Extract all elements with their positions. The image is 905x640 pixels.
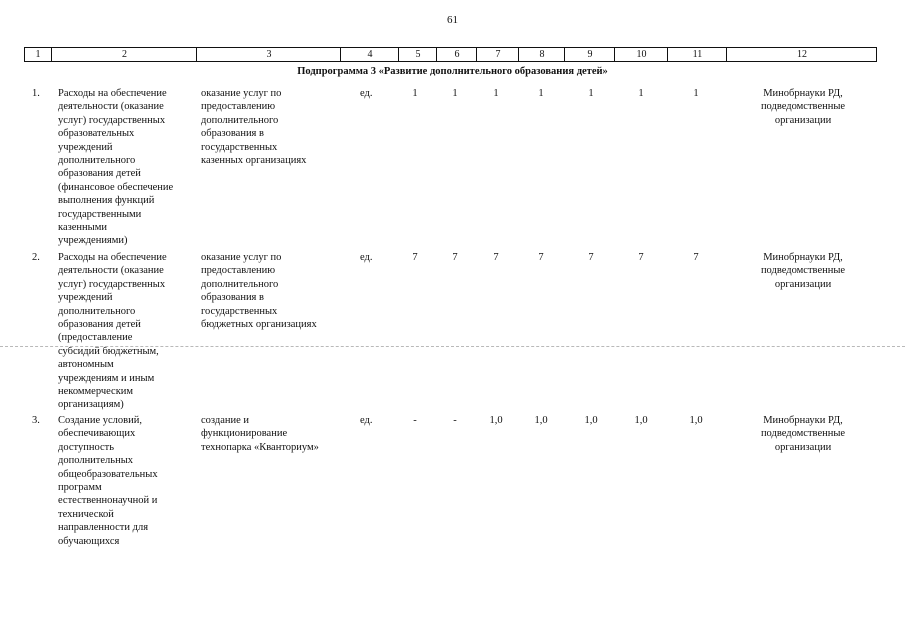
header-col-5: 5 bbox=[398, 48, 437, 61]
row-1-measure-line: учреждениями) bbox=[58, 235, 128, 247]
header-col-7: 7 bbox=[476, 48, 519, 61]
row-2-measure bbox=[58, 251, 167, 412]
row-2-value: 7 bbox=[638, 252, 644, 263]
row-3-unit: ед. bbox=[360, 415, 373, 426]
header-col-6: 6 bbox=[436, 48, 477, 61]
row-1-executor-line: организации bbox=[774, 114, 832, 126]
row-3-executor-line: Минобрнауки РД, bbox=[763, 415, 843, 426]
row-3-measure-line: естественнонаучной и bbox=[58, 495, 158, 507]
row-2-measure-line: учреждениям и иным bbox=[58, 372, 155, 384]
row-3-value: 1,0 bbox=[534, 415, 548, 426]
row-1-executor bbox=[728, 87, 878, 127]
row-1-indicator-line: казенных организациях bbox=[201, 155, 307, 167]
row-3-number: 3. bbox=[32, 415, 40, 426]
row-2-measure-line: Расходы на обеспечение bbox=[58, 252, 167, 263]
header-col-10: 10 bbox=[614, 48, 668, 61]
header-col-3: 3 bbox=[196, 48, 341, 61]
row-2-number: 2. bbox=[32, 252, 40, 263]
row-3-value: 1,0 bbox=[634, 415, 648, 426]
row-2-measure-line: деятельности (оказание bbox=[58, 265, 164, 277]
row-2-indicator-line: оказание услуг по bbox=[201, 252, 282, 263]
row-1-measure-line: деятельности (оказание bbox=[58, 101, 164, 113]
row-1-value: 1 bbox=[538, 88, 544, 99]
row-2-indicator-line: образования в bbox=[201, 292, 264, 304]
row-3-indicator-line: создание и bbox=[201, 415, 250, 426]
row-3-value: 1,0 bbox=[489, 415, 503, 426]
row-2-indicator-line: государственных bbox=[201, 305, 278, 317]
page-number: 61 bbox=[447, 14, 458, 26]
row-2-value: 7 bbox=[538, 252, 544, 263]
row-1-value: 1 bbox=[452, 88, 458, 99]
row-3-indicator bbox=[201, 414, 319, 454]
row-1-value: 1 bbox=[588, 88, 594, 99]
row-3-indicator-line: технопарка «Кванториум» bbox=[201, 441, 319, 453]
row-1-indicator-line: оказание услуг по bbox=[201, 88, 282, 99]
row-3-value: - bbox=[413, 415, 417, 426]
header-col-4: 4 bbox=[340, 48, 399, 61]
row-3-indicator-line: функционирование bbox=[201, 428, 288, 440]
header-col-1: 1 bbox=[35, 49, 41, 60]
row-2-measure-line: субсидий бюджетным, bbox=[58, 345, 159, 357]
row-2-executor-line: подведомственные bbox=[760, 265, 846, 277]
row-3-measure-line: Создание условий, bbox=[58, 415, 142, 426]
row-3-measure-line: доступность bbox=[58, 441, 115, 453]
row-3-executor-line: организации bbox=[774, 441, 832, 453]
row-1-measure-line: казенными bbox=[58, 222, 107, 234]
row-1-measure-line: (финансовое обеспечение bbox=[58, 181, 174, 193]
row-2-unit: ед. bbox=[360, 252, 373, 263]
row-1-value: 1 bbox=[693, 88, 699, 99]
row-1-value: 1 bbox=[493, 88, 499, 99]
row-1-indicator-line: образования в bbox=[201, 128, 264, 140]
row-2-measure-line: (предоставление bbox=[58, 332, 133, 344]
row-1-unit: ед. bbox=[360, 88, 373, 99]
row-3-executor bbox=[728, 414, 878, 454]
header-col-2: 2 bbox=[51, 48, 197, 61]
table-header bbox=[24, 47, 877, 62]
row-1-value: 1 bbox=[412, 88, 418, 99]
row-3-measure bbox=[58, 414, 158, 548]
row-3-measure-line: общеобразовательных bbox=[58, 468, 158, 480]
row-2-measure-line: организациям) bbox=[58, 399, 124, 411]
row-1-measure-line: услуг) государственных bbox=[58, 114, 166, 126]
row-2-executor bbox=[728, 251, 878, 291]
row-3-measure-line: технической bbox=[58, 508, 114, 520]
row-2-indicator bbox=[201, 251, 317, 331]
row-2-executor-line: Минобрнауки РД, bbox=[763, 252, 843, 263]
row-1-measure-line: выполнения функций bbox=[58, 195, 155, 207]
row-2-measure-line: образования детей bbox=[58, 319, 141, 331]
row-3-measure-line: дополнительных bbox=[58, 455, 134, 467]
scan-artifact-line bbox=[0, 346, 905, 347]
header-col-9: 9 bbox=[564, 48, 615, 61]
header-col-8: 8 bbox=[518, 48, 565, 61]
row-3-value: 1,0 bbox=[584, 415, 598, 426]
row-1-number: 1. bbox=[32, 88, 40, 99]
row-2-executor-line: организации bbox=[774, 278, 832, 290]
row-1-measure bbox=[58, 87, 173, 248]
row-1-value: 1 bbox=[638, 88, 644, 99]
row-3-value: 1,0 bbox=[689, 415, 703, 426]
header-col-11: 11 bbox=[667, 48, 727, 61]
row-2-value: 7 bbox=[693, 252, 699, 263]
row-1-measure-line: учреждений bbox=[58, 141, 113, 153]
row-1-measure-line: образования детей bbox=[58, 168, 141, 180]
row-3-measure-line: программ bbox=[58, 482, 102, 494]
header-col-12: 12 bbox=[726, 48, 877, 61]
row-2-measure-line: дополнительного bbox=[58, 305, 136, 317]
row-2-measure-line: некоммерческим bbox=[58, 386, 134, 398]
row-1-indicator bbox=[201, 87, 306, 167]
row-1-measure-line: Расходы на обеспечение bbox=[58, 88, 167, 99]
row-2-measure-line: услуг) государственных bbox=[58, 278, 166, 290]
row-2-indicator-line: бюджетных организациях bbox=[201, 319, 317, 331]
row-2-value: 7 bbox=[412, 252, 418, 263]
row-2-value: 7 bbox=[493, 252, 499, 263]
row-1-measure-line: государственными bbox=[58, 208, 142, 220]
row-2-value: 7 bbox=[588, 252, 594, 263]
row-3-measure-line: обеспечивающих bbox=[58, 428, 136, 440]
row-2-indicator-line: предоставлению bbox=[201, 265, 276, 277]
row-1-indicator-line: государственных bbox=[201, 141, 278, 153]
subprogram-title: Подпрограмма 3 «Развитие дополнительного образования детей» bbox=[297, 66, 608, 77]
row-1-executor-line: Минобрнауки РД, bbox=[763, 88, 843, 99]
row-1-measure-line: дополнительного bbox=[58, 155, 136, 167]
row-1-indicator-line: дополнительного bbox=[201, 114, 279, 126]
row-2-value: 7 bbox=[452, 252, 458, 263]
row-1-indicator-line: предоставлению bbox=[201, 101, 276, 113]
row-3-measure-line: направленности для bbox=[58, 522, 149, 534]
row-1-executor-line: подведомственные bbox=[760, 101, 846, 113]
row-3-executor-line: подведомственные bbox=[760, 428, 846, 440]
row-2-indicator-line: дополнительного bbox=[201, 278, 279, 290]
row-2-measure-line: учреждений bbox=[58, 292, 113, 304]
row-3-measure-line: обучающихся bbox=[58, 535, 120, 547]
row-2-measure-line: автономным bbox=[58, 359, 114, 371]
row-3-value: - bbox=[453, 415, 457, 426]
row-1-measure-line: образовательных bbox=[58, 128, 135, 140]
